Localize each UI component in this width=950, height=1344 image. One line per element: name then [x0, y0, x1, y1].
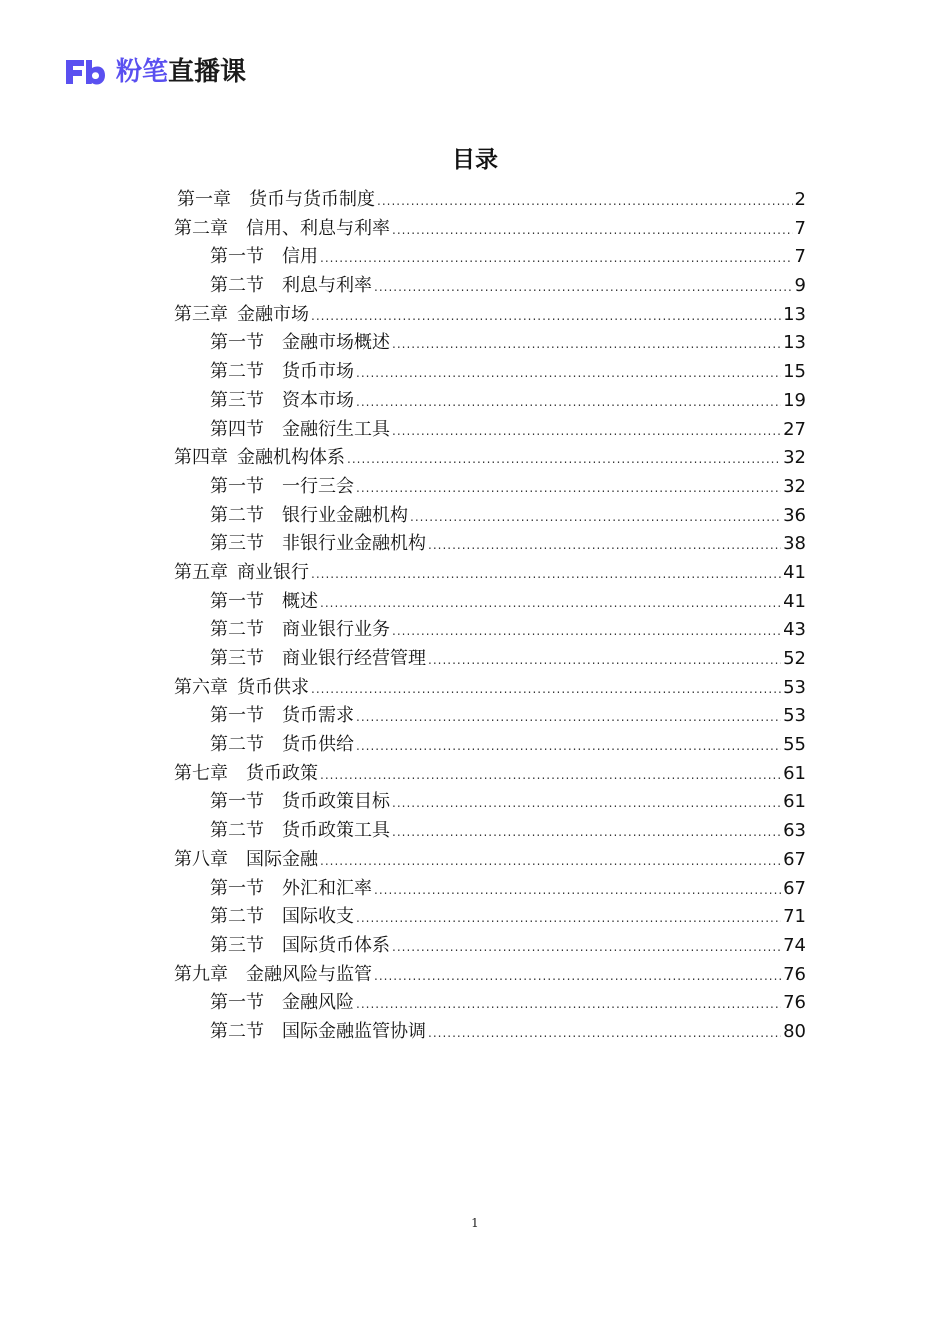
toc-dot-leader: [428, 531, 781, 559]
toc-section-entry[interactable]: [174, 875, 806, 904]
toc-dot-leader: [356, 359, 781, 387]
toc-dot-leader: [428, 1019, 781, 1047]
toc-entry-number: 第三节: [210, 389, 264, 411]
toc-entry-label: [210, 702, 354, 731]
toc-entry-page: 76: [783, 992, 806, 1014]
toc-entry-page: 53: [783, 676, 806, 698]
toc-entry-title: 金融衍生工具: [282, 418, 390, 440]
toc-entry-page: 61: [783, 762, 806, 784]
toc-entry-title: 资本市场: [282, 389, 354, 411]
toc-entry-label: [210, 731, 354, 760]
toc-entry-page: 36: [783, 504, 806, 526]
toc-entry-title: 信用、利息与利率: [246, 217, 390, 239]
toc-entry-title: 国际金融监管协调: [282, 1020, 426, 1042]
toc-entry-number: 第三节: [210, 934, 264, 956]
toc-entry-label: [210, 817, 390, 846]
toc-dot-leader: [356, 388, 781, 416]
toc-entry-page: 74: [783, 934, 806, 956]
toc-dot-leader: [392, 330, 781, 358]
brand-logo: [62, 54, 246, 90]
toc-entry-title: 一行三会: [282, 475, 354, 497]
toc-section-entry[interactable]: [174, 932, 806, 961]
toc-entry-label: [174, 760, 318, 789]
toc-section-entry[interactable]: [174, 1018, 806, 1047]
toc-dot-leader: [392, 818, 781, 846]
toc-entry-title: 商业银行经营管理: [282, 648, 426, 669]
toc-section-entry[interactable]: [174, 903, 806, 932]
toc-section-entry[interactable]: [174, 473, 806, 502]
toc-section-entry[interactable]: [174, 502, 806, 531]
brand-name-secondary: 直播课: [168, 57, 247, 87]
toc-entry-title: 货币需求: [282, 705, 354, 727]
toc-entry-page: 2: [794, 189, 806, 210]
toc-entry-title: 商业银行: [237, 561, 309, 583]
toc-entry-page: 13: [783, 332, 806, 354]
toc-dot-leader: [374, 273, 793, 301]
toc-entry-title: 金融市场概述: [282, 332, 390, 354]
toc-dot-leader: [374, 962, 781, 990]
toc-entry-label: [174, 961, 372, 990]
toc-entry-label: [210, 875, 372, 904]
toc-chapter-entry[interactable]: [174, 559, 806, 588]
toc-entry-page: 76: [783, 963, 806, 985]
toc-entry-label: [174, 846, 318, 875]
toc-chapter-entry[interactable]: [174, 301, 806, 330]
toc-entry-title: 货币供给: [282, 734, 354, 756]
toc-entry-label: [210, 588, 318, 617]
toc-entry-page: 13: [783, 303, 806, 325]
toc-entry-title: 货币政策工具: [282, 820, 390, 842]
toc-entry-number: 第二章: [174, 217, 228, 239]
toc-entry-title: 货币供求: [237, 676, 309, 698]
toc-dot-leader: [320, 761, 781, 789]
page-number: 1: [471, 1216, 479, 1230]
toc-entry-number: 第二节: [210, 619, 264, 641]
toc-dot-leader: [377, 187, 793, 215]
toc-entry-title: 商业银行业务: [282, 619, 390, 641]
toc-entry-page: 9: [794, 275, 806, 297]
toc-section-entry[interactable]: [174, 272, 806, 301]
toc-entry-number: 第三节: [210, 533, 264, 555]
toc-entry-number: 第二节: [210, 820, 264, 842]
toc-dot-leader: [356, 990, 781, 1018]
toc-entry-label: [177, 186, 375, 215]
toc-dot-leader: [374, 876, 781, 904]
toc-dot-leader: [320, 847, 781, 875]
toc-dot-leader: [392, 417, 781, 445]
toc-entry-label: [210, 932, 390, 961]
toc-entry-title: 信用: [282, 246, 318, 268]
toc-dot-leader: [356, 904, 781, 932]
toc-entry-label: [210, 243, 318, 272]
toc-entry-number: 第一节: [210, 992, 264, 1014]
toc-dot-leader: [410, 503, 781, 531]
toc-entry-label: [210, 1018, 426, 1047]
toc-entry-page: 7: [794, 246, 806, 268]
toc-entry-title: 国际金融: [246, 848, 318, 870]
toc-dot-leader: [311, 302, 781, 330]
toc-entry-number: 第三节: [210, 648, 264, 669]
toc-entry-title: 利息与利率: [282, 275, 372, 297]
toc-section-entry[interactable]: [174, 329, 806, 358]
toc-entry-title: 金融市场: [237, 303, 309, 325]
fenbi-fb-logo-icon: [62, 56, 106, 88]
toc-dot-leader: [356, 732, 781, 760]
toc-entry-title: 非银行业金融机构: [282, 533, 426, 555]
toc-entry-title: 金融风险与监管: [246, 963, 372, 985]
toc-dot-leader: [356, 703, 781, 731]
toc-entry-number: 第一节: [210, 705, 264, 727]
toc-chapter-entry[interactable]: [174, 215, 806, 244]
toc-section-entry[interactable]: [174, 645, 806, 674]
toc-entry-title: 国际货币体系: [282, 934, 390, 956]
toc-entry-number: 第二节: [210, 361, 264, 383]
toc-dot-leader: [356, 474, 781, 502]
toc-entry-page: 61: [783, 791, 806, 813]
toc-entry-page: 55: [783, 734, 806, 756]
toc-entry-label: [174, 215, 390, 244]
toc-entry-label: [174, 444, 345, 473]
toc-dot-leader: [311, 675, 781, 703]
toc-entry-page: 7: [794, 217, 806, 239]
toc-entry-number: 第一节: [210, 332, 264, 354]
toc-dot-leader: [347, 445, 781, 473]
toc-entry-number: 第二节: [210, 734, 264, 756]
toc-dot-leader: [320, 589, 781, 617]
toc-entry-page: 67: [783, 848, 806, 870]
toc-entry-label: [174, 674, 309, 703]
toc-entry-number: 第七章: [174, 762, 228, 784]
toc-section-entry[interactable]: [174, 358, 806, 387]
toc-dot-leader: [392, 789, 781, 817]
toc-entry-page: 53: [783, 705, 806, 727]
toc-entry-page: 41: [783, 590, 806, 612]
toc-section-entry[interactable]: [174, 788, 806, 817]
toc-entry-label: [210, 645, 426, 674]
toc-entry-title: 货币政策目标: [282, 791, 390, 813]
toc-entry-title: 金融机构体系: [237, 447, 345, 469]
toc-entry-page: 52: [783, 648, 806, 669]
toc-entry-label: [210, 989, 354, 1018]
toc-entry-label: [210, 903, 354, 932]
toc-section-entry[interactable]: [174, 416, 806, 445]
toc-entry-page: 19: [783, 389, 806, 411]
toc-chapter-entry[interactable]: [174, 186, 806, 215]
toc-dot-leader: [428, 646, 781, 674]
brand-name-primary: 粉笔: [116, 57, 169, 87]
toc-entry-number: 第三章: [174, 303, 228, 325]
toc-entry-number: 第八章: [174, 848, 228, 870]
toc-entry-label: [210, 272, 372, 301]
toc-entry-number: 第一节: [210, 475, 264, 497]
toc-section-entry[interactable]: [174, 616, 806, 645]
toc-dot-leader: [392, 617, 781, 645]
toc-title: 目录: [452, 147, 498, 173]
toc-entry-label: [174, 559, 309, 588]
toc-entry-number: 第四节: [210, 418, 264, 440]
toc-dot-leader: [320, 244, 793, 272]
toc-entry-page: 15: [783, 361, 806, 383]
toc-entry-number: 第二节: [210, 1020, 264, 1042]
brand-name: [116, 56, 246, 88]
toc-entry-label: [210, 329, 390, 358]
toc-entry-label: [210, 788, 390, 817]
toc-entry-page: 38: [783, 533, 806, 555]
toc-section-entry[interactable]: [174, 387, 806, 416]
toc-entry-number: 第一节: [210, 246, 264, 268]
toc-entry-label: [210, 616, 390, 645]
toc-entry-number: 第二节: [210, 906, 264, 928]
toc-entry-page: 43: [783, 619, 806, 641]
toc-entry-page: 63: [783, 820, 806, 842]
toc-chapter-entry[interactable]: [174, 444, 806, 473]
toc-entry-title: 银行业金融机构: [282, 504, 408, 526]
toc-entry-number: 第四章: [174, 447, 228, 469]
toc-entry-label: [210, 473, 354, 502]
toc-section-entry[interactable]: [174, 530, 806, 559]
toc-dot-leader: [392, 216, 793, 244]
toc-entry-title: 概述: [282, 590, 318, 612]
toc-entry-page: 32: [783, 447, 806, 469]
toc-entry-page: 80: [783, 1020, 806, 1042]
toc-entry-label: [210, 502, 408, 531]
toc-entry-label: [174, 301, 309, 330]
toc-chapter-entry[interactable]: [174, 846, 806, 875]
toc-section-entry[interactable]: [174, 588, 806, 617]
toc-entry-number: 第五章: [174, 561, 228, 583]
toc-entry-page: 41: [783, 561, 806, 583]
toc-chapter-entry[interactable]: [174, 961, 806, 990]
toc-entry-number: 第一节: [210, 590, 264, 612]
toc-entry-number: 第二节: [210, 504, 264, 526]
toc-entry-label: [210, 416, 390, 445]
toc-entry-title: 外汇和汇率: [282, 877, 372, 899]
toc-entry-label: [210, 387, 354, 416]
toc-entry-title: 货币政策: [246, 762, 318, 784]
toc-entry-page: 27: [783, 418, 806, 440]
toc-section-entry[interactable]: [174, 243, 806, 272]
toc-entry-title: 金融风险: [282, 992, 354, 1014]
toc-entry-number: 第一章: [177, 189, 231, 210]
toc-dot-leader: [311, 560, 781, 588]
table-of-contents: [174, 186, 806, 1047]
toc-chapter-entry[interactable]: [174, 760, 806, 789]
toc-entry-number: 第一节: [210, 791, 264, 813]
toc-entry-page: 71: [783, 906, 806, 928]
toc-entry-number: 第六章: [174, 676, 228, 698]
toc-section-entry[interactable]: [174, 989, 806, 1018]
toc-entry-number: 第二节: [210, 275, 264, 297]
toc-section-entry[interactable]: [174, 817, 806, 846]
toc-entry-number: 第一节: [210, 877, 264, 899]
toc-entry-title: 国际收支: [282, 906, 354, 928]
toc-entry-label: [210, 358, 354, 387]
toc-dot-leader: [392, 933, 781, 961]
toc-section-entry[interactable]: [174, 702, 806, 731]
toc-entry-label: [210, 530, 426, 559]
toc-entry-page: 32: [783, 475, 806, 497]
toc-chapter-entry[interactable]: [174, 674, 806, 703]
toc-entry-number: 第九章: [174, 963, 228, 985]
toc-entry-title: 货币市场: [282, 361, 354, 383]
toc-entry-title: 货币与货币制度: [249, 189, 375, 210]
toc-entry-page: 67: [783, 877, 806, 899]
toc-section-entry[interactable]: [174, 731, 806, 760]
